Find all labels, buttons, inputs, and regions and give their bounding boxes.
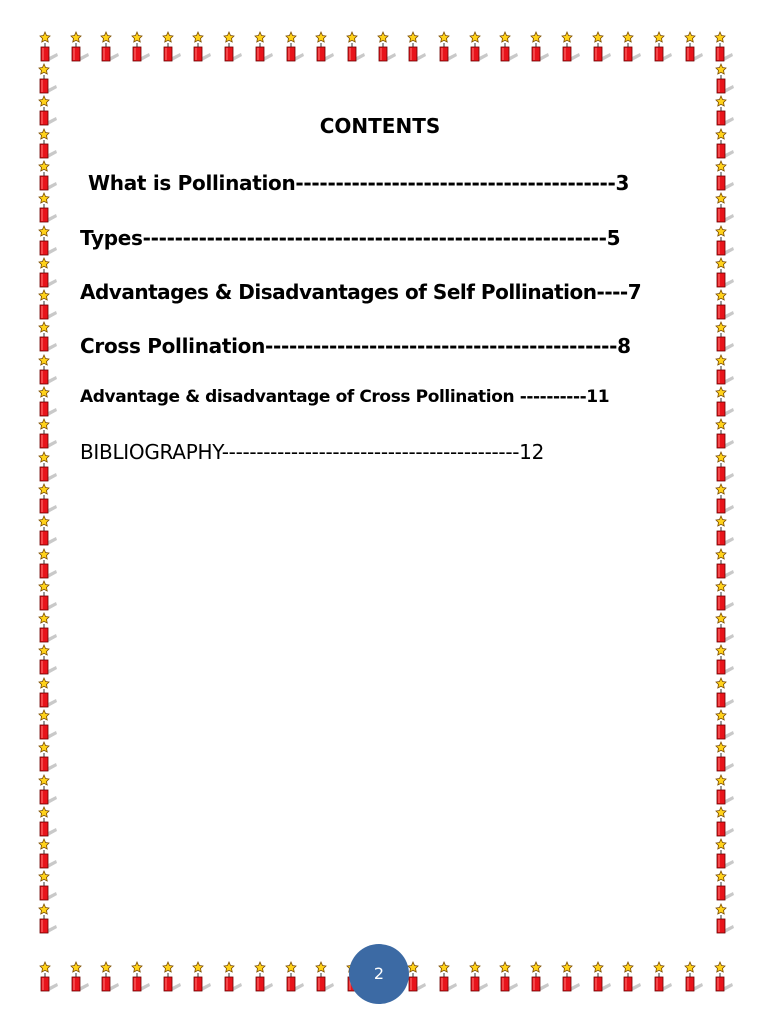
firecracker-icon: [132, 32, 150, 61]
firecracker-icon: [39, 290, 57, 319]
firecracker-icon: [562, 32, 580, 61]
firecracker-icon: [39, 516, 57, 545]
firecracker-icon: [193, 962, 211, 991]
firecracker-icon: [716, 549, 734, 578]
firecracker-icon: [163, 962, 181, 991]
firecracker-icon: [347, 32, 365, 61]
firecracker-icon: [531, 962, 549, 991]
firecracker-icon: [654, 962, 672, 991]
firecracker-icon: [378, 32, 396, 61]
firecracker-icon: [132, 962, 150, 991]
firecracker-icon: [408, 32, 426, 61]
firecracker-icon: [716, 516, 734, 545]
firecracker-icon: [593, 32, 611, 61]
firecracker-icon: [71, 962, 89, 991]
firecracker-icon: [716, 452, 734, 481]
firecracker-icon: [40, 32, 58, 61]
firecracker-icon: [39, 484, 57, 513]
firecracker-icon: [39, 742, 57, 771]
firecracker-icon: [716, 839, 734, 868]
firecracker-icon: [716, 322, 734, 351]
firecracker-icon: [531, 32, 549, 61]
firecracker-icon: [39, 226, 57, 255]
firecracker-icon: [716, 290, 734, 319]
firecracker-icon: [39, 193, 57, 222]
firecracker-icon: [39, 871, 57, 900]
firecracker-icon: [716, 64, 734, 93]
firecracker-icon: [716, 678, 734, 707]
firecracker-icon: [286, 962, 304, 991]
toc-entry: Advantage & disadvantage of Cross Pollination ----------11: [80, 387, 610, 407]
firecracker-icon: [716, 484, 734, 513]
firecracker-icon: [39, 549, 57, 578]
firecracker-icon: [716, 581, 734, 610]
firecracker-icon: [316, 962, 334, 991]
firecracker-icon: [716, 226, 734, 255]
firecracker-icon: [439, 32, 457, 61]
toc-entry: Types----------------------------------------------------------5: [80, 226, 621, 250]
firecracker-icon: [39, 775, 57, 804]
firecracker-icon: [716, 904, 734, 933]
firecracker-icon: [408, 962, 426, 991]
firecracker-icon: [716, 613, 734, 642]
toc-entry: Cross Pollination--------------------------------------------8: [80, 334, 631, 358]
firecracker-icon: [623, 32, 641, 61]
firecracker-icon: [316, 32, 334, 61]
firecracker-icon: [71, 32, 89, 61]
firecracker-icon: [654, 32, 672, 61]
firecracker-icon: [39, 322, 57, 351]
firecracker-icon: [715, 32, 733, 61]
firecracker-icon: [716, 807, 734, 836]
firecracker-icon: [470, 962, 488, 991]
firecracker-icon: [39, 839, 57, 868]
firecracker-icon: [101, 962, 119, 991]
firecracker-icon: [224, 32, 242, 61]
firecracker-icon: [593, 962, 611, 991]
firecracker-icon: [685, 962, 703, 991]
page-number-badge: 2: [349, 944, 409, 1004]
firecracker-icon: [163, 32, 181, 61]
toc-entry-bibliography: BIBLIOGRAPHY-------------------------------------------12: [80, 440, 545, 464]
firecracker-icon: [101, 32, 119, 61]
firecracker-icon: [500, 32, 518, 61]
toc-entry: Advantages & Disadvantages of Self Pollination----7: [80, 280, 642, 304]
firecracker-icon: [716, 419, 734, 448]
firecracker-icon: [39, 678, 57, 707]
firecracker-icon: [286, 32, 304, 61]
firecracker-icon: [439, 962, 457, 991]
firecracker-icon: [716, 742, 734, 771]
firecracker-icon: [685, 32, 703, 61]
firecracker-icon: [255, 32, 273, 61]
firecracker-icon: [470, 32, 488, 61]
firecracker-icon: [39, 258, 57, 287]
firecracker-icon: [716, 355, 734, 384]
firecracker-icon: [715, 962, 733, 991]
firecracker-icon: [716, 710, 734, 739]
firecracker-icon: [716, 258, 734, 287]
firecracker-icon: [193, 32, 211, 61]
firecracker-icon: [562, 962, 580, 991]
firecracker-icon: [500, 962, 518, 991]
firecracker-icon: [716, 387, 734, 416]
firecracker-icon: [39, 452, 57, 481]
firecracker-icon: [39, 807, 57, 836]
firecracker-icon: [716, 871, 734, 900]
firecracker-icon: [40, 962, 58, 991]
firecracker-icon: [39, 419, 57, 448]
firecracker-icon: [39, 387, 57, 416]
firecracker-icon: [39, 161, 57, 190]
firecracker-icon: [39, 710, 57, 739]
firecracker-icon: [39, 904, 57, 933]
firecracker-icon: [39, 645, 57, 674]
firecracker-icon: [716, 645, 734, 674]
firecracker-icon: [255, 962, 273, 991]
firecracker-icon: [39, 355, 57, 384]
firecracker-icon: [716, 161, 734, 190]
firecracker-icon: [39, 64, 57, 93]
firecracker-icon: [716, 193, 734, 222]
firecracker-icon: [39, 613, 57, 642]
firecracker-icon: [716, 775, 734, 804]
page-title: CONTENTS: [319, 114, 441, 138]
firecracker-icon: [224, 962, 242, 991]
toc-entry: What is Pollination----------------------------------------3: [88, 171, 630, 195]
firecracker-icon: [39, 581, 57, 610]
firecracker-icon: [623, 962, 641, 991]
